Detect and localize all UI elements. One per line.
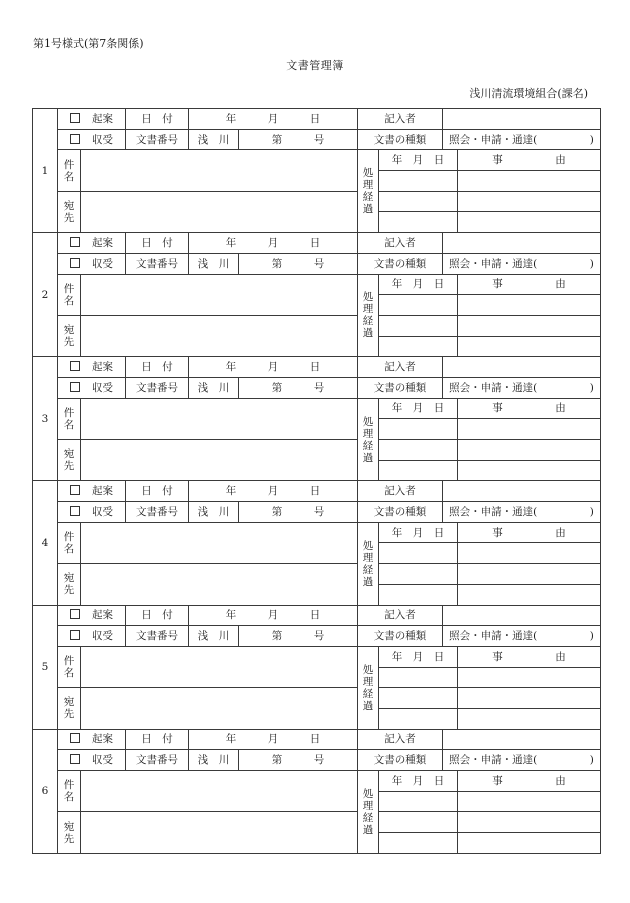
kian-row: [33, 109, 601, 130]
kian-checkbox-cell[interactable]: [58, 481, 126, 502]
document-number-field[interactable]: 第 号: [239, 377, 358, 398]
process-label-char: 理: [362, 799, 374, 812]
subject-label-char: 名: [63, 791, 75, 804]
process-reason-header: 事 由: [458, 522, 601, 543]
date-label: 日 付: [126, 481, 189, 502]
date-label: 日 付: [126, 605, 189, 626]
document-type-options[interactable]: 照会・申請・通達( ): [443, 626, 601, 647]
entry-number: 5: [33, 605, 58, 729]
recipient-label: [58, 812, 81, 853]
process-reason-field[interactable]: [458, 419, 601, 440]
subject-row: [33, 771, 601, 792]
subject-label-char: 件: [63, 655, 75, 668]
jyuju-checkbox-cell[interactable]: [58, 626, 126, 647]
document-number-label: 文書番号: [126, 129, 189, 150]
process-label: [358, 274, 379, 357]
process-reason-field[interactable]: [458, 191, 601, 212]
checkbox-icon[interactable]: [70, 630, 80, 640]
subject-label: [58, 398, 81, 439]
subject-label-char: 件: [63, 282, 75, 295]
recipient-row: [33, 191, 601, 212]
recipient-label: [58, 688, 81, 729]
recipient-label-char: 先: [63, 460, 75, 473]
recipient-label-char: 宛: [63, 448, 75, 461]
jyuju-label: 収受: [92, 630, 113, 643]
process-reason-field[interactable]: [458, 564, 601, 585]
process-reason-header: 事 由: [458, 150, 601, 171]
process-label-char: 経: [362, 563, 374, 576]
document-number-label: 文書番号: [126, 750, 189, 771]
register-entry: [33, 233, 601, 357]
process-date-field[interactable]: [379, 460, 458, 481]
jyuju-row: [33, 253, 601, 274]
document-title: 文書管理簿: [286, 59, 344, 72]
entry-number: 3: [33, 357, 58, 481]
document-number-label: 文書番号: [126, 502, 189, 523]
process-label-char: 経: [362, 439, 374, 452]
subject-field[interactable]: [81, 398, 358, 439]
process-reason-field[interactable]: [458, 336, 601, 357]
document-number-field[interactable]: 第 号: [239, 502, 358, 523]
jyuju-label: 収受: [92, 505, 113, 518]
kian-label: 起案: [92, 609, 113, 622]
process-label-char: 処: [362, 291, 374, 304]
jyuju-row: [33, 502, 601, 523]
entry-number: 1: [33, 109, 58, 233]
process-date-field[interactable]: [379, 336, 458, 357]
document-number-label: 文書番号: [126, 253, 189, 274]
subject-field[interactable]: [81, 150, 358, 191]
recipient-field[interactable]: [81, 564, 358, 605]
kian-checkbox-cell[interactable]: [58, 109, 126, 130]
process-label-char: 理: [362, 427, 374, 440]
document-type-label: 文書の種類: [358, 750, 443, 771]
jyuju-row: [33, 750, 601, 771]
jyuju-row: [33, 626, 601, 647]
checkbox-icon[interactable]: [70, 485, 80, 495]
process-label-char: 経: [362, 811, 374, 824]
subject-label: [58, 646, 81, 687]
subject-label: [58, 274, 81, 315]
process-reason-field[interactable]: [458, 584, 601, 605]
kian-row: [33, 605, 601, 626]
kian-row: [33, 357, 601, 378]
process-label-char: 理: [362, 179, 374, 192]
checkbox-icon[interactable]: [70, 134, 80, 144]
process-date-header: 年 月 日: [379, 274, 458, 295]
recorder-label: 記入者: [358, 605, 443, 626]
process-reason-field[interactable]: [458, 460, 601, 481]
document-number-field[interactable]: 第 号: [239, 129, 358, 150]
kian-row: [33, 729, 601, 750]
process-date-field[interactable]: [379, 667, 458, 688]
document-type-label: 文書の種類: [358, 377, 443, 398]
date-field[interactable]: 年 月 日: [189, 481, 358, 502]
subject-row: [33, 150, 601, 171]
kian-row: [33, 481, 601, 502]
subject-label: [58, 771, 81, 812]
checkbox-icon[interactable]: [70, 361, 80, 371]
date-field[interactable]: 年 月 日: [189, 605, 358, 626]
date-label: 日 付: [126, 729, 189, 750]
process-date-field[interactable]: [379, 812, 458, 833]
recipient-label: [58, 440, 81, 481]
recipient-label-char: 先: [63, 336, 75, 349]
subject-label: [58, 522, 81, 563]
document-type-label: 文書の種類: [358, 502, 443, 523]
process-date-field[interactable]: [379, 191, 458, 212]
checkbox-icon[interactable]: [70, 506, 80, 516]
process-date-header: 年 月 日: [379, 150, 458, 171]
recorder-field[interactable]: [443, 729, 601, 750]
subject-label-char: 件: [63, 779, 75, 792]
checkbox-icon[interactable]: [70, 382, 80, 392]
process-reason-field[interactable]: [458, 315, 601, 336]
asakawa-prefix: 浅 川: [189, 377, 239, 398]
asakawa-prefix: 浅 川: [189, 626, 239, 647]
recipient-field[interactable]: [81, 440, 358, 481]
recipient-label-char: 宛: [63, 696, 75, 709]
subject-field[interactable]: [81, 646, 358, 687]
document-type-options[interactable]: 照会・申請・通達( ): [443, 129, 601, 150]
asakawa-prefix: 浅 川: [189, 253, 239, 274]
process-date-field[interactable]: [379, 584, 458, 605]
kian-label: 起案: [92, 485, 113, 498]
subject-field[interactable]: [81, 771, 358, 812]
subject-row: [33, 522, 601, 543]
subject-row: [33, 646, 601, 667]
process-label: [358, 771, 379, 854]
process-reason-field[interactable]: [458, 791, 601, 812]
date-field[interactable]: 年 月 日: [189, 357, 358, 378]
process-label-char: 処: [362, 167, 374, 180]
process-date-header: 年 月 日: [379, 398, 458, 419]
process-reason-field[interactable]: [458, 833, 601, 854]
process-date-header: 年 月 日: [379, 522, 458, 543]
kian-row: [33, 233, 601, 254]
process-label-char: 過: [362, 823, 374, 836]
jyuju-checkbox-cell[interactable]: [58, 502, 126, 523]
process-date-field[interactable]: [379, 543, 458, 564]
process-label-char: 理: [362, 551, 374, 564]
kian-checkbox-cell[interactable]: [58, 729, 126, 750]
process-label-char: 過: [362, 699, 374, 712]
subject-label-char: 名: [63, 294, 75, 307]
date-field[interactable]: 年 月 日: [189, 729, 358, 750]
checkbox-icon[interactable]: [70, 733, 80, 743]
document-type-label: 文書の種類: [358, 253, 443, 274]
process-date-field[interactable]: [379, 440, 458, 461]
recipient-field[interactable]: [81, 315, 358, 356]
document-type-options[interactable]: 照会・申請・通達( ): [443, 377, 601, 398]
process-date-field[interactable]: [379, 791, 458, 812]
recipient-row: [33, 812, 601, 833]
process-reason-header: 事 由: [458, 274, 601, 295]
recipient-label: [58, 191, 81, 232]
process-date-field[interactable]: [379, 212, 458, 233]
recipient-field[interactable]: [81, 812, 358, 853]
process-reason-field[interactable]: [458, 295, 601, 316]
recipient-label-char: 宛: [63, 199, 75, 212]
process-reason-header: 事 由: [458, 771, 601, 792]
recipient-row: [33, 440, 601, 461]
recipient-label-char: 先: [63, 584, 75, 597]
recorder-field[interactable]: [443, 109, 601, 130]
jyuju-label: 収受: [92, 754, 113, 767]
jyuju-checkbox-cell[interactable]: [58, 750, 126, 771]
date-field[interactable]: 年 月 日: [189, 109, 358, 130]
process-label-char: 経: [362, 687, 374, 700]
kian-label: 起案: [92, 112, 113, 125]
date-label: 日 付: [126, 233, 189, 254]
document-number-field[interactable]: 第 号: [239, 626, 358, 647]
recipient-label: [58, 564, 81, 605]
process-date-field[interactable]: [379, 833, 458, 854]
process-date-header: 年 月 日: [379, 771, 458, 792]
process-label: [358, 150, 379, 233]
date-label: 日 付: [126, 109, 189, 130]
recipient-label: [58, 315, 81, 356]
process-label: [358, 398, 379, 481]
recipient-label-char: 宛: [63, 820, 75, 833]
subject-label-char: 名: [63, 170, 75, 183]
process-label: [358, 522, 379, 605]
checkbox-icon[interactable]: [70, 113, 80, 123]
subject-field[interactable]: [81, 522, 358, 563]
jyuju-label: 収受: [92, 381, 113, 394]
document-type-label: 文書の種類: [358, 626, 443, 647]
document-number-label: 文書番号: [126, 626, 189, 647]
subject-label: [58, 150, 81, 191]
process-reason-field[interactable]: [458, 667, 601, 688]
recipient-row: [33, 315, 601, 336]
recipient-label-char: 先: [63, 211, 75, 224]
process-label: [358, 646, 379, 729]
recorder-field[interactable]: [443, 605, 601, 626]
process-date-field[interactable]: [379, 564, 458, 585]
entry-number: 4: [33, 481, 58, 605]
jyuju-label: 収受: [92, 257, 113, 270]
process-date-field[interactable]: [379, 708, 458, 729]
checkbox-icon[interactable]: [70, 258, 80, 268]
document-number-field[interactable]: 第 号: [239, 253, 358, 274]
process-label-char: 経: [362, 315, 374, 328]
document-number-label: 文書番号: [126, 377, 189, 398]
recorder-label: 記入者: [358, 481, 443, 502]
process-reason-header: 事 由: [458, 646, 601, 667]
process-label-char: 過: [362, 203, 374, 216]
register-entry: [33, 481, 601, 605]
subject-label-char: 件: [63, 158, 75, 171]
recorder-label: 記入者: [358, 729, 443, 750]
jyuju-checkbox-cell[interactable]: [58, 253, 126, 274]
recorder-field[interactable]: [443, 233, 601, 254]
kian-checkbox-cell[interactable]: [58, 605, 126, 626]
subject-field[interactable]: [81, 274, 358, 315]
register-entry: [33, 729, 601, 853]
process-reason-field[interactable]: [458, 440, 601, 461]
kian-label: 起案: [92, 361, 113, 374]
organization-name: 浅川清流環境組合(課名): [469, 87, 588, 100]
kian-checkbox-cell[interactable]: [58, 357, 126, 378]
process-date-header: 年 月 日: [379, 646, 458, 667]
process-reason-field[interactable]: [458, 812, 601, 833]
recipient-label-char: 先: [63, 708, 75, 721]
checkbox-icon[interactable]: [70, 609, 80, 619]
date-field[interactable]: 年 月 日: [189, 233, 358, 254]
document-register-table: [32, 108, 601, 854]
register-entry: [33, 357, 601, 481]
process-label-char: 処: [362, 539, 374, 552]
process-date-field[interactable]: [379, 419, 458, 440]
kian-label: 起案: [92, 236, 113, 249]
process-reason-field[interactable]: [458, 688, 601, 709]
document-type-options[interactable]: 照会・申請・通達( ): [443, 502, 601, 523]
process-reason-field[interactable]: [458, 171, 601, 192]
process-date-field[interactable]: [379, 688, 458, 709]
process-label-char: 過: [362, 575, 374, 588]
subject-row: [33, 274, 601, 295]
kian-label: 起案: [92, 733, 113, 746]
process-reason-header: 事 由: [458, 398, 601, 419]
subject-label-char: 件: [63, 406, 75, 419]
entry-number: 2: [33, 233, 58, 357]
recipient-label-char: 宛: [63, 324, 75, 337]
entry-number: 6: [33, 729, 58, 853]
recorder-label: 記入者: [358, 109, 443, 130]
recorder-label: 記入者: [358, 357, 443, 378]
subject-row: [33, 398, 601, 419]
register-entry: [33, 109, 601, 233]
process-reason-field[interactable]: [458, 708, 601, 729]
jyuju-row: [33, 377, 601, 398]
process-label-char: 過: [362, 451, 374, 464]
process-date-field[interactable]: [379, 315, 458, 336]
process-date-field[interactable]: [379, 171, 458, 192]
recorder-label: 記入者: [358, 233, 443, 254]
process-label-char: 経: [362, 191, 374, 204]
recipient-label-char: 宛: [63, 572, 75, 585]
jyuju-checkbox-cell[interactable]: [58, 129, 126, 150]
subject-label-char: 名: [63, 418, 75, 431]
jyuju-row: [33, 129, 601, 150]
date-label: 日 付: [126, 357, 189, 378]
form-number-label: 第1号様式(第7条関係): [33, 37, 144, 50]
document-type-options[interactable]: 照会・申請・通達( ): [443, 253, 601, 274]
document-number-field[interactable]: 第 号: [239, 750, 358, 771]
process-label-char: 理: [362, 303, 374, 316]
process-label-char: 過: [362, 327, 374, 340]
process-label-char: 処: [362, 415, 374, 428]
process-label-char: 処: [362, 787, 374, 800]
asakawa-prefix: 浅 川: [189, 129, 239, 150]
process-reason-field[interactable]: [458, 543, 601, 564]
recipient-label-char: 先: [63, 832, 75, 845]
process-reason-field[interactable]: [458, 212, 601, 233]
recipient-field[interactable]: [81, 191, 358, 232]
kian-checkbox-cell[interactable]: [58, 233, 126, 254]
document-type-options[interactable]: 照会・申請・通達( ): [443, 750, 601, 771]
recorder-field[interactable]: [443, 481, 601, 502]
subject-label-char: 名: [63, 667, 75, 680]
checkbox-icon[interactable]: [70, 754, 80, 764]
jyuju-checkbox-cell[interactable]: [58, 377, 126, 398]
register-entry: [33, 605, 601, 729]
subject-label-char: 件: [63, 530, 75, 543]
process-date-field[interactable]: [379, 295, 458, 316]
recipient-row: [33, 688, 601, 709]
process-label-char: 理: [362, 675, 374, 688]
asakawa-prefix: 浅 川: [189, 502, 239, 523]
recipient-row: [33, 564, 601, 585]
asakawa-prefix: 浅 川: [189, 750, 239, 771]
document-type-label: 文書の種類: [358, 129, 443, 150]
recipient-field[interactable]: [81, 688, 358, 729]
jyuju-label: 収受: [92, 133, 113, 146]
subject-label-char: 名: [63, 542, 75, 555]
process-label-char: 処: [362, 663, 374, 676]
recorder-field[interactable]: [443, 357, 601, 378]
checkbox-icon[interactable]: [70, 237, 80, 247]
